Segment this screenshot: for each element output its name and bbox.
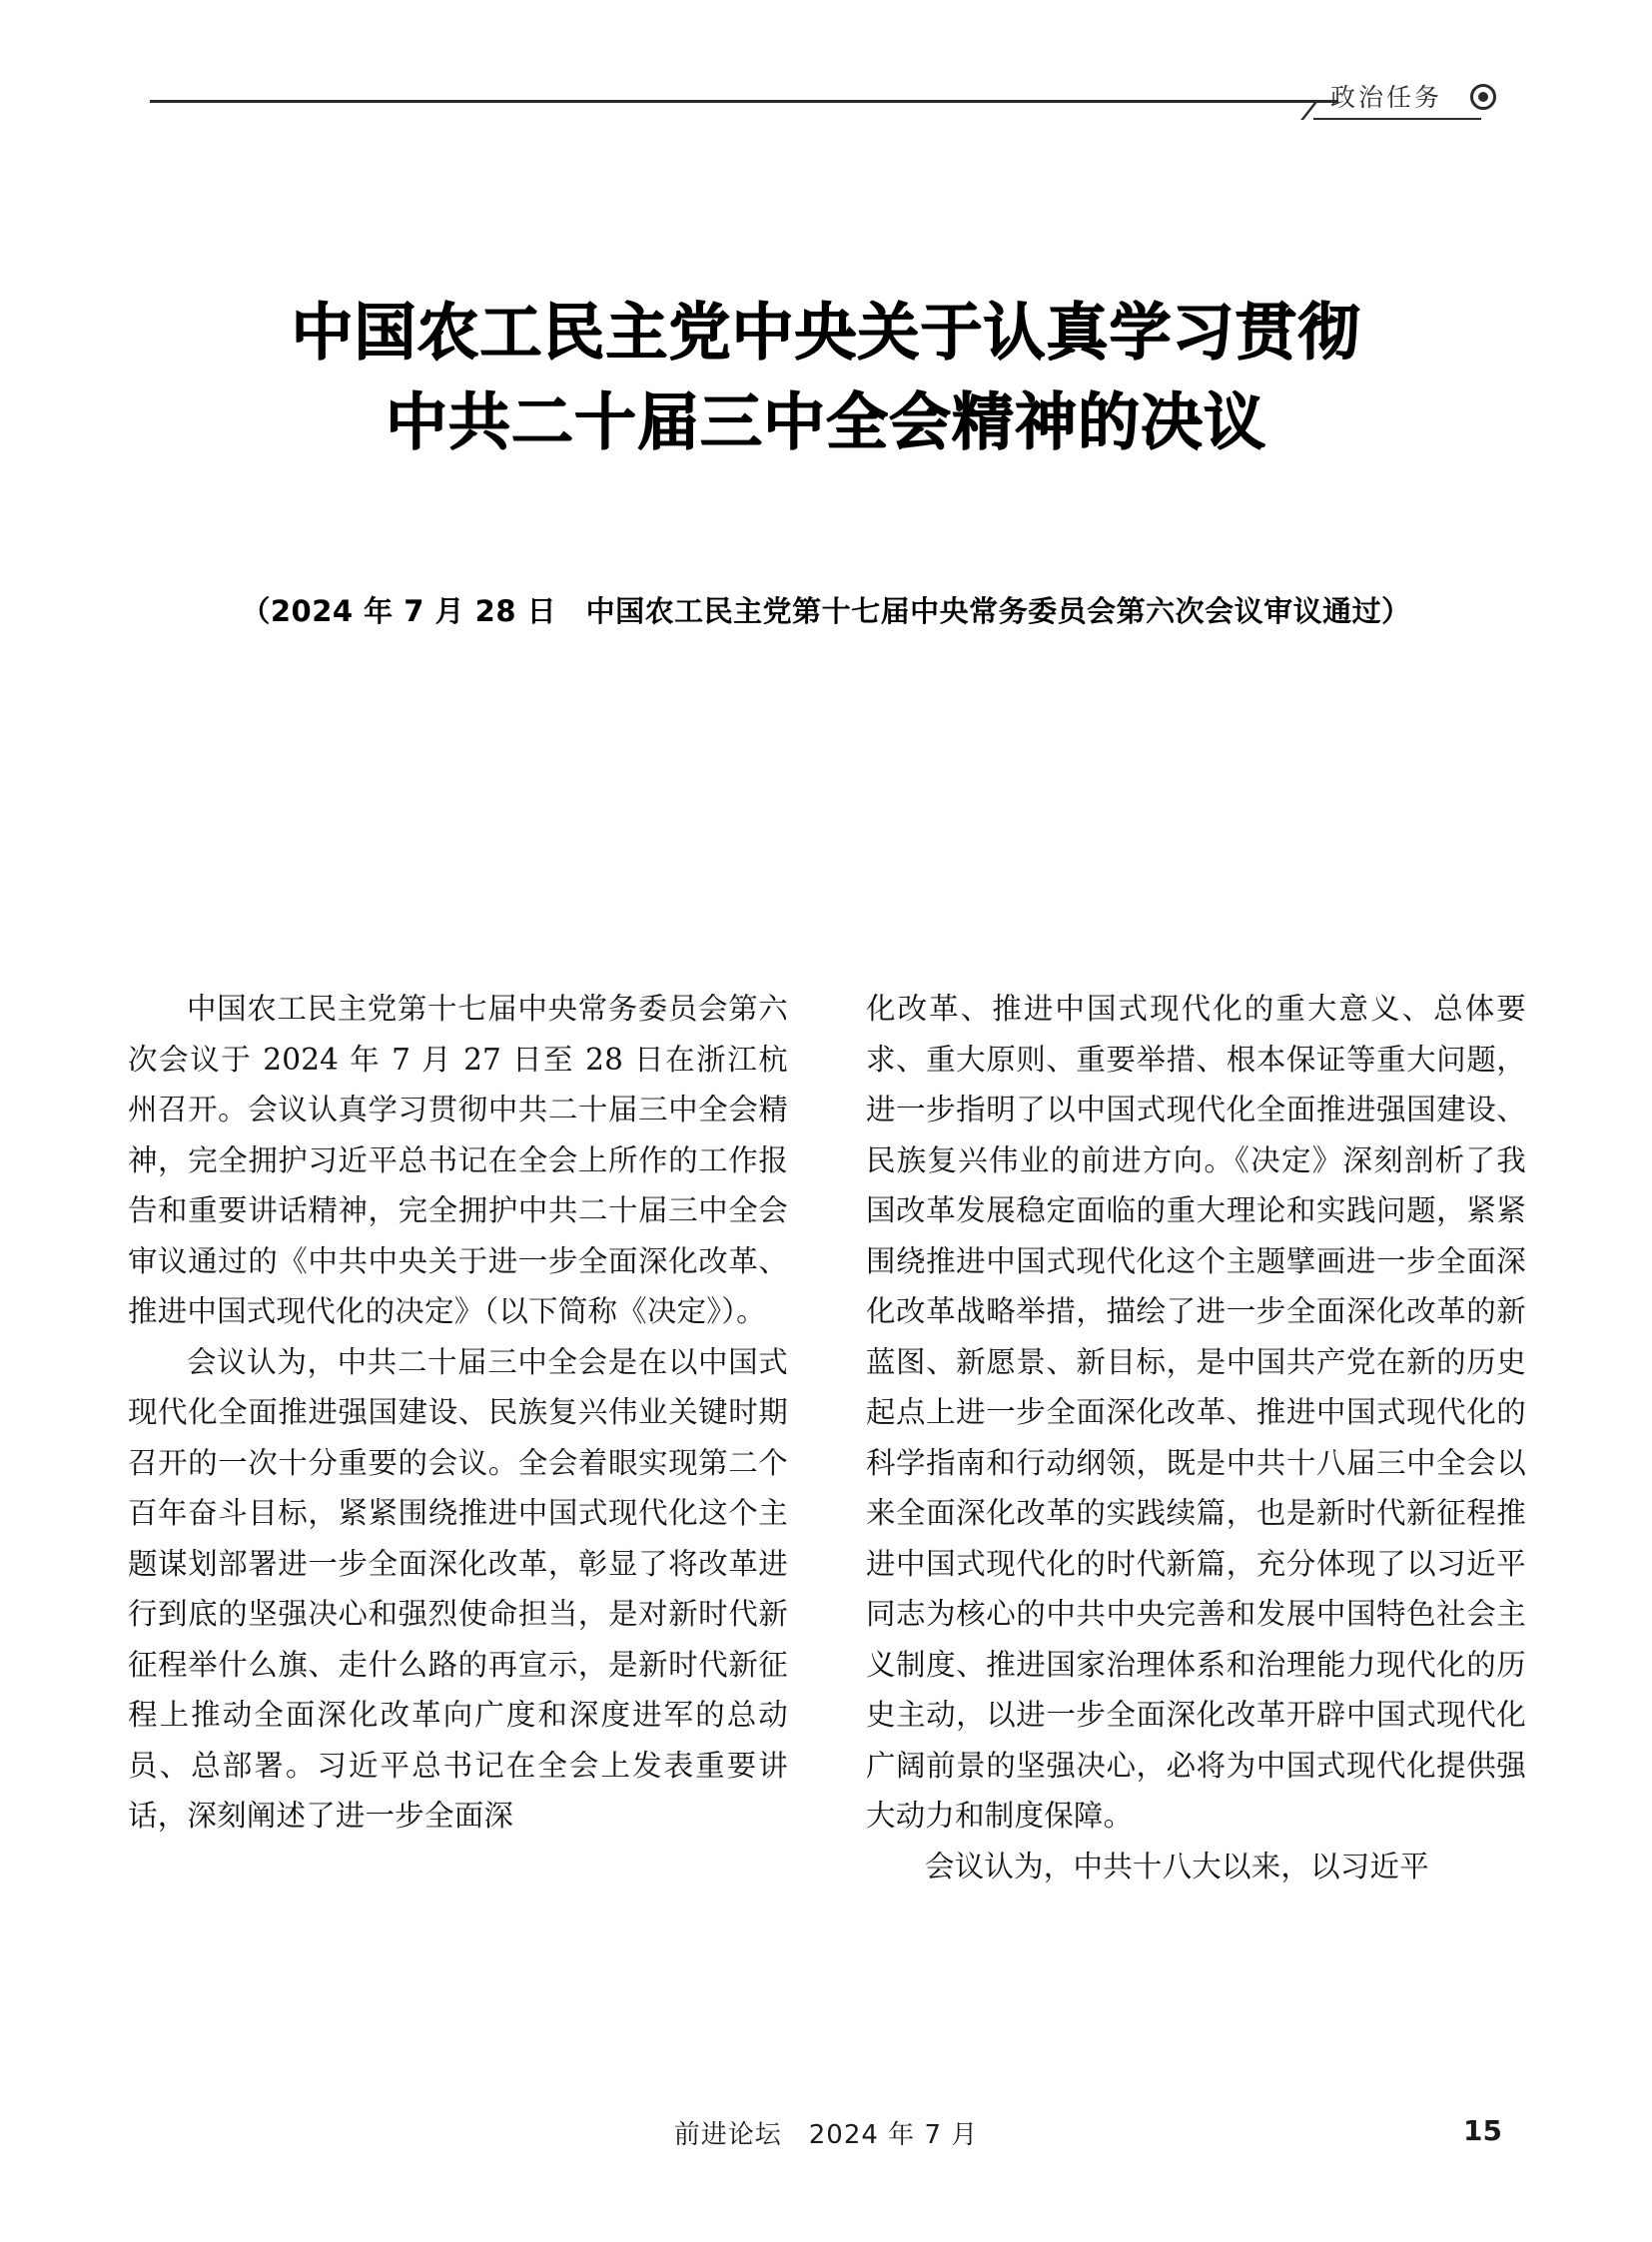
title-line-2: 中共二十届三中全会精神的决议 [385,385,1266,458]
title-line-1: 中国农工民主党中央关于认真学习贯彻 [291,296,1361,369]
header-rule-short [1313,118,1481,120]
body-columns [128,984,1526,1891]
header-rule-long [150,100,1338,103]
circle-dot-icon [1470,84,1496,110]
paragraph: 化改革、推进中国式现代化的重大意义、总体要求、重大原则、重要举措、根本保证等重大问题，进一步指明了以中国式现代化全面推进强国建设、民族复兴伟业的前进方向。《决定》深刻剖析了我国改革发展稳定面临的重大理论和实践问题，紧紧围绕推进中国式现代化这个主题擘画进一步全面深化改革战略举措，描绘了进一步全面深化改革的新蓝图、新愿景、新目标，是中国共产党在新的历史起点上进一步全面深化改革、推进中国式现代化的科学指南和行动纲领，既是中共十八届三中全会以来全面深化改革的实践续篇，也是新时代新征程推进中国式现代化的时代新篇，充分体现了以习近平同志为核心的中共中央完善和发展中国特色社会主义制度、推进国家治理体系和治理能力现代化的历史主动，以进一步全面深化改革开辟中国式现代化广阔前景的坚强决心，必将为中国式现代化提供强大动力和制度保障。 [866,992,1526,1833]
left-column [128,984,788,1891]
paragraph: 会议认为，中共二十届三中全会是在以中国式现代化全面推进强国建设、民族复兴伟业关键时期召开的一次十分重要的会议。全会着眼实现第二个百年奋斗目标，紧紧围绕推进中国式现代化这个主题谋划部署进一步全面深化改革，彰显了将改革进行到底的坚强决心和强烈使命担当，是对新时代新征程举什么旗、走什么路的再宣示，是新时代新征程上推动全面深化改革向广度和深度进军的总动员、总部署。习近平总书记在全会上发表重要讲话，深刻阐述了进一步全面深 [128,1344,788,1833]
page-header [150,78,1504,138]
document-subtitle: （2024 年 7 月 28 日 中国农工民主党第十七届中央常务委员会第六次会议审议通过） [241,594,1411,628]
paragraph: 中国农工民主党第十七届中央常务委员会第六次会议于 2024 年 7 月 27 日至 28 日在浙江杭州召开。会议认真学习贯彻中共二十届三中全会精神，完全拥护习近平总书记在全会上所作的工作报告和重要讲话精神，完全拥护中共二十届三中全会审议通过的《中共中央关于进一步全面深化改革、推进中国式现代化的决定》（以下简称《决定》）。 [128,992,788,1328]
footer-publication: 前进论坛 2024 年 7 月 [673,2120,979,2150]
section-label: 政治任务 [1329,83,1442,112]
right-column [866,984,1526,1891]
paragraph: 会议认为，中共十八大以来，以习近平 [925,1849,1429,1883]
page-title [150,288,1502,467]
page-number: 15 [1463,2114,1502,2147]
page-footer [150,2114,1502,2154]
